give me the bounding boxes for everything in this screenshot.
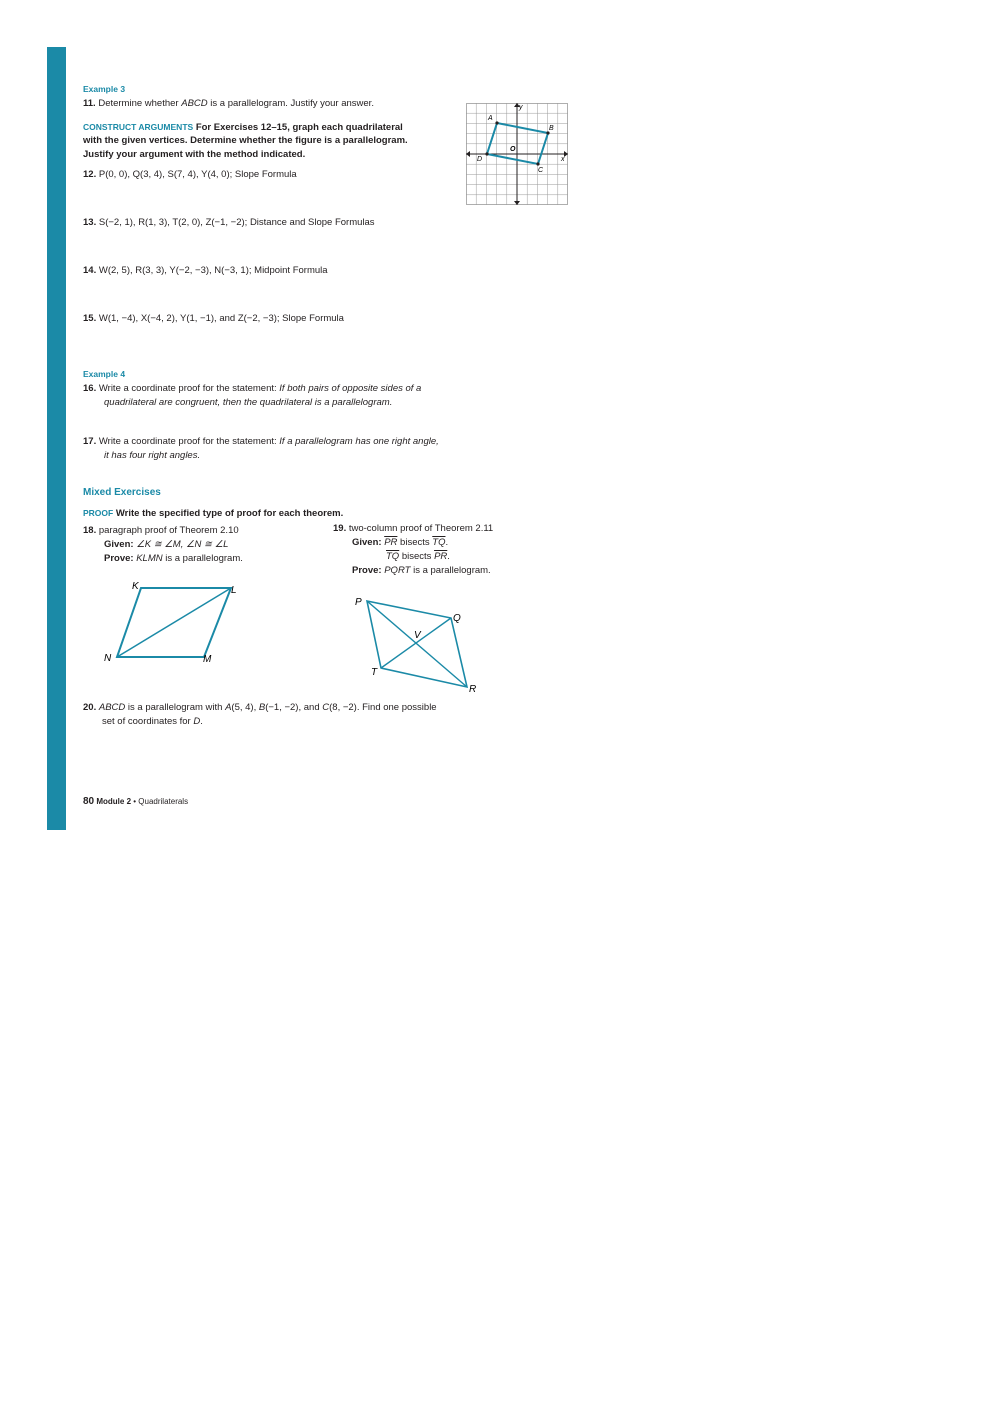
construct-arguments-line3: Justify your argument with the method indicated. [83,149,306,160]
vertex-t-label: T [371,667,378,678]
x-axis-label: x [561,156,565,163]
exercise-19: 19. two-column proof of Theorem 2.11 [333,523,494,534]
exercise-18-prove: Prove: KLMN is a parallelogram. [104,553,243,564]
point-b-label: B [549,125,554,132]
exercise-17-line1: 17. Write a coordinate proof for the statement: If a parallelogram has one right angle, [83,436,439,447]
origin-label: O [510,146,516,153]
exercise-20-line2: set of coordinates for D. [102,716,203,727]
example-3-header: Example 3 [83,84,126,94]
point-d-label: D [477,156,483,163]
module-label: Module 2 [96,797,132,806]
point-c-label: C [538,167,544,174]
vertex-r-label: R [469,684,477,695]
vertex-q-label: Q [453,613,461,624]
exercise-11: 11. Determine whether ABCD is a parallelogram. Justify your answer. [83,98,374,109]
y-axis-label: y [519,104,523,111]
exercise-13: 13. S(−2, 1), R(1, 3), T(2, 0), Z(−1, −2); Distance and Slope Formulas [83,217,375,228]
vertex-n-label: N [104,653,112,664]
exercise-19-given-1: Given: $\overline{PR}$ bisects $\overline{TQ}$. [352,537,449,548]
vertex-v-label: V [414,630,421,641]
proof-tag: PROOF [83,508,114,518]
exercise-17-line2: it has four right angles. [104,450,201,461]
exercise-number: 11. [83,98,96,109]
proof-instruction: PROOF Write the specified type of proof for each theorem. [83,508,344,519]
exercise-14: 14. W(2, 5), R(3, 3), Y(−2, −3), N(−3, 1); Midpoint Formula [83,265,328,276]
exercise-12: 12. P(0, 0), Q(3, 4), S(7, 4), Y(4, 0); Slope Formula [83,169,297,180]
coordinate-graph [466,103,568,205]
exercise-20-line1: 20. ABCD is a parallelogram with A(5, 4), B(−1, −2), and C(8, −2). Find one possible [83,702,437,713]
vertex-p-label: P [355,597,362,608]
exercise-15: 15. W(1, −4), X(−4, 2), Y(1, −1), and Z(−2, −3); Slope Formula [83,313,344,324]
module-topic: Quadrilaterals [138,797,189,806]
vertex-k-label: K [132,581,139,592]
vertex-l-label: L [231,585,237,596]
figure-pqrt [345,592,495,697]
exercise-19-given-2: $\overline{TQ}$ bisects $\overline{PR}$. [386,551,450,562]
figure-klmn [100,578,260,678]
example-4-header: Example 4 [83,369,126,379]
vertex-m-label: M [203,654,212,665]
construct-arguments-tag: CONSTRUCT ARGUMENTS [83,122,194,132]
page-footer: 80 Module 2 • Quadrilaterals [83,796,189,807]
exercise-19-prove: Prove: PQRT is a parallelogram. [352,565,491,576]
construct-arguments-line2: with the given vertices. Determine whether the figure is a parallelogram. [83,135,408,146]
exercise-16-line2: quadrilateral are congruent, then the quadrilateral is a parallelogram. [104,397,393,408]
construct-arguments-line1: CONSTRUCT ARGUMENTS For Exercises 12–15, graph each quadrilateral [83,122,403,133]
exercise-16-line1: 16. Write a coordinate proof for the statement: If both pairs of opposite sides of a [83,383,422,394]
page-number: 80 [83,796,95,807]
point-a-label: A [488,115,493,122]
exercise-18: 18. paragraph proof of Theorem 2.10 [83,525,239,536]
exercise-18-given: Given: ∠K ≅ ∠M, ∠N ≅ ∠L [104,539,229,550]
mixed-exercises-header: Mixed Exercises [83,487,161,498]
side-color-bar [47,47,66,830]
